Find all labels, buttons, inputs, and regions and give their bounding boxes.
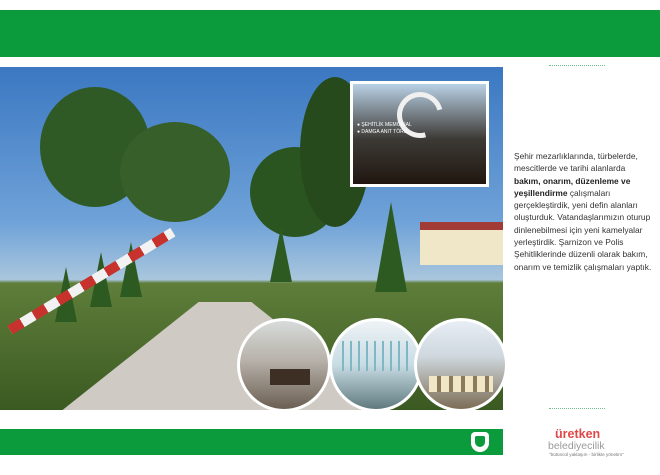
photo-circle-fence [329, 318, 423, 412]
graves-shape [429, 376, 493, 392]
logo-top-text: üretken [555, 427, 601, 441]
body-text-part1: Şehir mezarlıklarında, türbelerde, mescitlerde ve tarihi alanlarda [514, 151, 638, 174]
fence-shape [342, 341, 410, 371]
curb [7, 228, 175, 334]
inset-sign [357, 122, 412, 136]
body-text-bold: bakım, onarım, düzenleme ve yeşillendirme [514, 175, 631, 198]
municipality-emblem-icon [471, 432, 489, 452]
body-text [514, 150, 652, 273]
cypress-tree [270, 227, 292, 282]
bottom-banner [0, 429, 503, 455]
body-text-part2: çalışmaları gerçekleştirdik, yeni defin alanları oluşturduk. Vatandaşlarımızın oturup dinlenebilmesi için yeni kamelyalar yerleştirdik. Şarnizon ve Polis Şehitliklerinde düzenli olarak bakım, onarım ve temizlik çalışmaları yaptık. [514, 187, 652, 272]
photo-circle-bench [237, 318, 331, 412]
monument-crescent [389, 84, 452, 147]
inset-sign-line1: ● ŞEHİTLİK MEMORİAL [357, 122, 412, 128]
spruce-tree [375, 202, 407, 292]
tree-canopy [120, 122, 230, 222]
photo-circle-cemetery [414, 318, 508, 412]
top-banner [0, 10, 660, 57]
bench-shape [270, 369, 310, 385]
top-divider [549, 65, 605, 66]
building [420, 222, 503, 265]
inset-photo [350, 81, 489, 187]
logo-tagline: "bütüncül yaklaşım - birlikte yönetim" [549, 452, 624, 457]
logo-main-text: belediyecilik [548, 440, 605, 452]
inset-sign-line2: ● DAMGA ANIT TÖRÜ [357, 129, 408, 135]
bottom-divider [549, 408, 605, 409]
